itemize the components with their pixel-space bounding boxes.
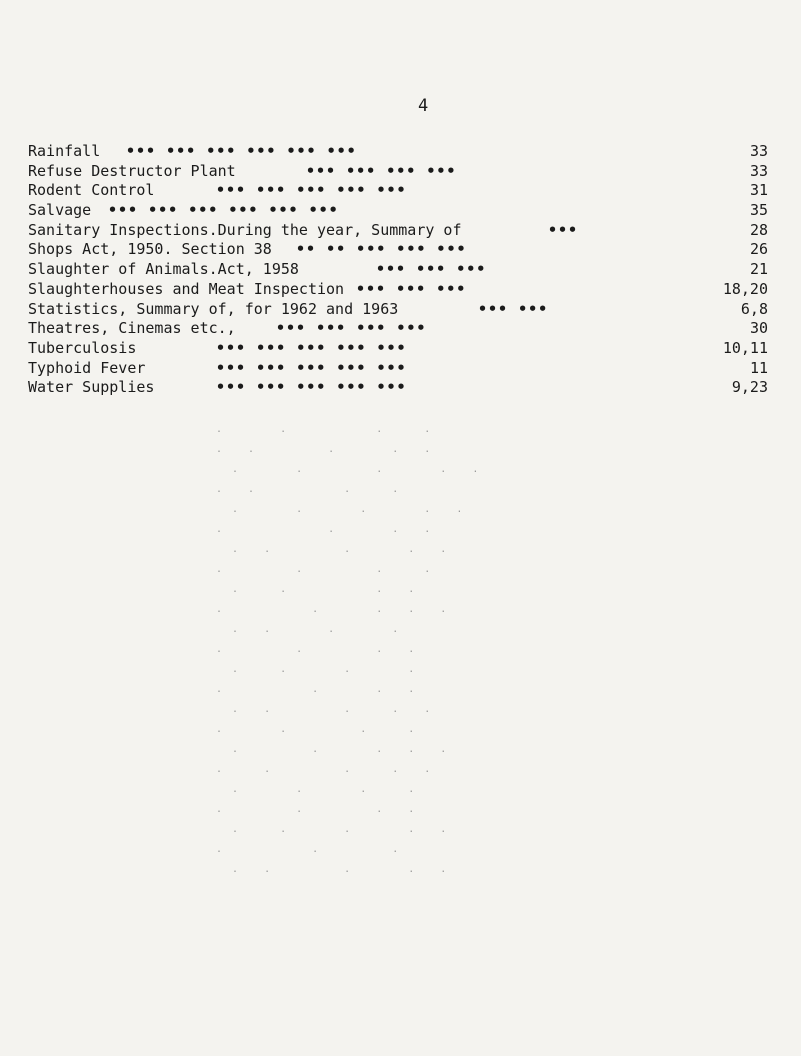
- dot-leader: ••• ••• ••• ••• ••• •••: [108, 201, 339, 220]
- index-entry-shops-act: [28, 240, 768, 260]
- index-entry-sanitary-inspections: [28, 221, 768, 241]
- index-entry-tuberculosis: [28, 339, 768, 359]
- entry-page: 10,11: [722, 338, 768, 357]
- dot-leader: ••• ••• ••• ••• ••• •••: [126, 142, 357, 160]
- entry-label: Statistics, Summary of, for 1962 and 1963: [28, 299, 399, 318]
- index-entry-theatres-cinemas: [28, 319, 768, 339]
- entry-label: Rainfall: [28, 142, 101, 160]
- entry-page: 26: [749, 240, 768, 259]
- index-entry-salvage: [28, 201, 768, 221]
- subject-index: [28, 142, 768, 398]
- entry-label: Salvage: [28, 201, 92, 220]
- dot-leader: ••• ••• ••• •••: [276, 319, 427, 338]
- entry-label: Slaughterhouses and Meat Inspection: [28, 279, 345, 298]
- entry-page: 21: [749, 260, 768, 279]
- dot-leader: ••• ••• ••• ••• •••: [216, 181, 407, 200]
- index-entry-statistics-summary: [28, 300, 768, 320]
- entry-page: 9,23: [731, 378, 768, 397]
- entry-page: 28: [749, 220, 768, 239]
- entry-label: Tuberculosis: [28, 338, 137, 357]
- entry-page: 35: [749, 201, 768, 220]
- page-number: 4: [418, 96, 429, 116]
- entry-page: 11: [749, 358, 768, 377]
- entry-label: Water Supplies: [28, 378, 155, 397]
- dot-leader: ••• ••• ••• ••• •••: [216, 378, 407, 397]
- index-entry-slaughterhouses: [28, 280, 768, 300]
- dot-leader: •• •• ••• ••• •••: [296, 240, 467, 259]
- entry-label: Slaughter of Animals.Act, 1958: [28, 260, 299, 279]
- entry-page: 18,20: [722, 279, 768, 298]
- dot-leader: ••• ••• ••• ••• •••: [216, 338, 407, 357]
- entry-page: 6,8: [740, 299, 768, 318]
- dot-leader: ••• ••• ••• ••• •••: [216, 358, 407, 377]
- dot-leader: ••• •••: [478, 299, 549, 318]
- entry-page: 33: [749, 142, 768, 160]
- entry-label: Refuse Destructor Plant: [28, 161, 236, 180]
- entry-page: 33: [749, 161, 768, 180]
- index-entry-refuse-destructor-plant: [28, 162, 768, 182]
- dot-leader: •••: [548, 220, 579, 239]
- entry-label: Typhoid Fever: [28, 358, 146, 377]
- entry-page: 30: [749, 319, 768, 338]
- index-entry-water-supplies: [28, 378, 768, 398]
- paper-specks: . . . . . . . . . . . . . . . . . . . . . . . . . . . . . . . . . . . . . . . . . . . . . . . . . . . . . . . . . . . . . . . . . . . . . . . . . . . . . . . . . . . . . . . . . . . . . . . . . . . . .: [216, 424, 489, 875]
- entry-label: Rodent Control: [28, 181, 155, 200]
- entry-label: Sanitary Inspections.During the year, Summary of: [28, 220, 462, 239]
- entry-label: Shops Act, 1950. Section 38: [28, 240, 272, 259]
- index-entry-slaughter-of-animals-act: [28, 260, 768, 280]
- dot-leader: ••• ••• ••• •••: [306, 161, 457, 180]
- dot-leader: ••• ••• •••: [376, 260, 487, 279]
- entry-label: Theatres, Cinemas etc.,: [28, 319, 236, 338]
- index-entry-typhoid-fever: [28, 359, 768, 379]
- entry-page: 31: [749, 181, 768, 200]
- index-entry-rainfall: [28, 142, 768, 162]
- index-entry-rodent-control: [28, 181, 768, 201]
- dot-leader: ••• ••• •••: [356, 279, 467, 298]
